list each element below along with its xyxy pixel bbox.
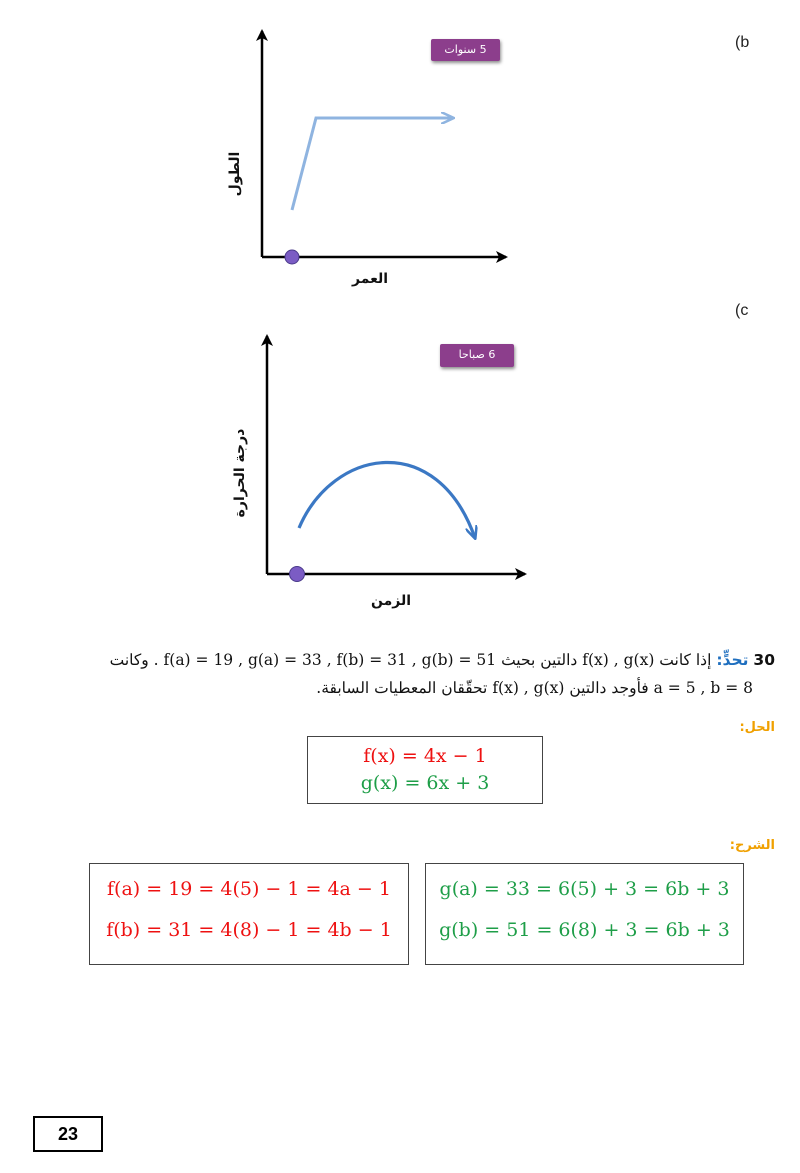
graph-c-x-label: الزمن bbox=[371, 593, 412, 609]
graph-b-x-label: العمر bbox=[352, 271, 389, 287]
graph-c-y-label: درجة الحرارة bbox=[232, 428, 248, 518]
graph-b-origin-dot bbox=[285, 250, 299, 264]
part-c-label: (c bbox=[735, 302, 749, 319]
graph-b-age-tag: 5 سنوات bbox=[431, 39, 500, 61]
explanation-heading: الشرح: bbox=[729, 838, 775, 853]
graph-c-origin-dot bbox=[290, 567, 305, 582]
explanation-f-b: f(b) = 31 = 4(8) − 1 = 4b − 1 bbox=[106, 919, 392, 941]
explanation-g-box bbox=[425, 863, 744, 965]
problem-line-1 bbox=[30, 646, 775, 674]
explanation-g-b: g(b) = 51 = 6(8) + 3 = 6b + 3 bbox=[439, 919, 730, 941]
problem-text-1: إذا كانت f(x) , g(x) دالتين بحيث f(a) = 19 , g(a) = 33 , f(b) = 31 , g(b) = 51 . وكانت bbox=[109, 651, 712, 669]
graph-c bbox=[245, 330, 535, 590]
solution-box bbox=[307, 736, 543, 804]
problem-text-2: a = 5 , b = 8 فأوجد دالتين f(x) , g(x) تحقّقان المعطيات السابقة. bbox=[316, 679, 753, 697]
explanation-f-a: f(a) = 19 = 4(5) − 1 = 4a − 1 bbox=[107, 878, 391, 900]
graph-c-temperature-curve bbox=[299, 462, 475, 538]
solution-g: g(x) = 6x + 3 bbox=[360, 772, 490, 794]
explanation-g-a: g(a) = 33 = 6(5) + 3 = 6b + 3 bbox=[439, 878, 730, 900]
problem-30 bbox=[30, 646, 775, 702]
graph-b bbox=[240, 25, 520, 275]
explanation-f-box bbox=[89, 863, 409, 965]
solution-f: f(x) = 4x − 1 bbox=[363, 745, 487, 767]
page-number: 23 bbox=[33, 1116, 103, 1152]
graph-b-height-curve bbox=[292, 118, 453, 210]
problem-number: 30 bbox=[753, 651, 775, 669]
graph-c-time-tag: 6 صباحا bbox=[440, 344, 514, 367]
solution-heading: الحل: bbox=[739, 720, 775, 735]
problem-keyword: تحدٍّ: bbox=[716, 651, 749, 669]
part-b-label: (b bbox=[735, 34, 750, 51]
graph-b-y-label: الطول bbox=[227, 151, 243, 197]
problem-line-2 bbox=[30, 674, 775, 702]
